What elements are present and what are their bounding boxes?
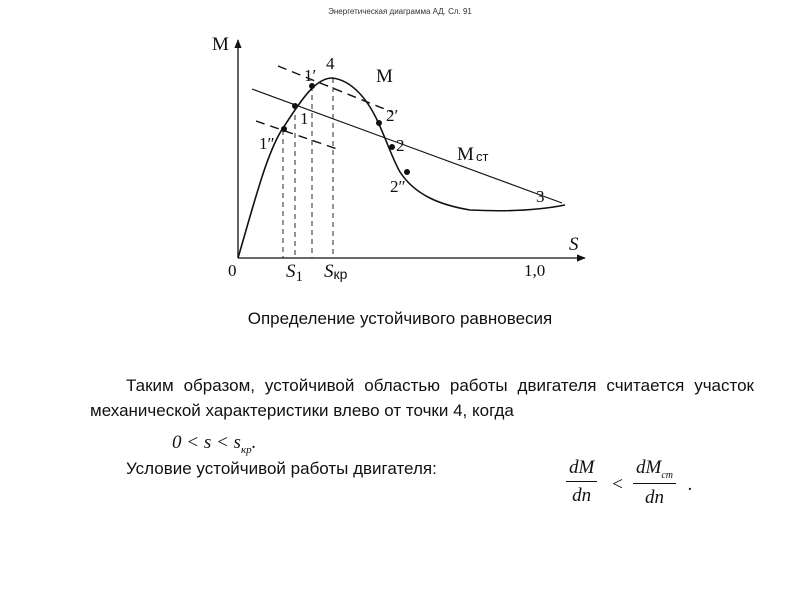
point-2prime	[376, 120, 382, 126]
fraction-rhs	[633, 457, 676, 509]
inequality	[172, 432, 256, 456]
curve-mst-label: M	[457, 144, 474, 165]
inequality-tail: .	[251, 432, 257, 453]
mst-line	[252, 89, 562, 203]
label-s1: $S_1$	[286, 261, 303, 285]
lhs-numerator: dM	[569, 457, 595, 478]
body-paragraph: Таким образом, устойчивой областью работы двигателя считается участок механической характеристики влево от точки 4, когда	[90, 376, 754, 420]
label-p2: 2	[396, 136, 405, 155]
point-2	[389, 144, 395, 150]
label-p1dprime: 1″	[259, 134, 275, 153]
lhs-denominator: dn	[572, 485, 592, 506]
inequality-text: 0 < s < s	[172, 432, 241, 453]
slide-header: Энергетическая диаграмма АД. Сл. 91	[328, 7, 472, 16]
label-p2prime: 2′	[386, 106, 399, 125]
point-2dprime	[404, 169, 410, 175]
label-p1prime: 1′	[304, 66, 317, 85]
curve-mst-sub: ст	[476, 149, 489, 164]
label-p1: 1	[300, 109, 309, 128]
caption: Определение устойчивого равновесия	[247, 309, 553, 328]
point-1	[292, 103, 298, 109]
fraction-lhs	[566, 457, 597, 507]
x-end-label: 1,0	[524, 261, 546, 280]
inequality-sub: кр	[240, 443, 252, 456]
origin-label: 0	[228, 261, 237, 280]
y-axis-label: M	[212, 34, 229, 55]
rhs-numerator: $dM_{ст}$	[636, 457, 673, 481]
x-axis-label: S	[569, 234, 579, 255]
label-skr: Sкр	[324, 261, 348, 282]
label-p3: 3	[536, 187, 545, 206]
m-curve	[238, 78, 565, 258]
condition-tail: .	[688, 474, 693, 495]
curve-m-label: M	[376, 66, 393, 87]
label-p4: 4	[326, 54, 335, 73]
label-p2dprime: 2″	[390, 177, 406, 196]
point-1dprime	[281, 126, 287, 132]
condition-label: Условие устойчивой работы двигателя:	[126, 459, 437, 478]
less-than-sign: <	[611, 474, 624, 495]
rhs-denominator: dn	[645, 486, 664, 508]
